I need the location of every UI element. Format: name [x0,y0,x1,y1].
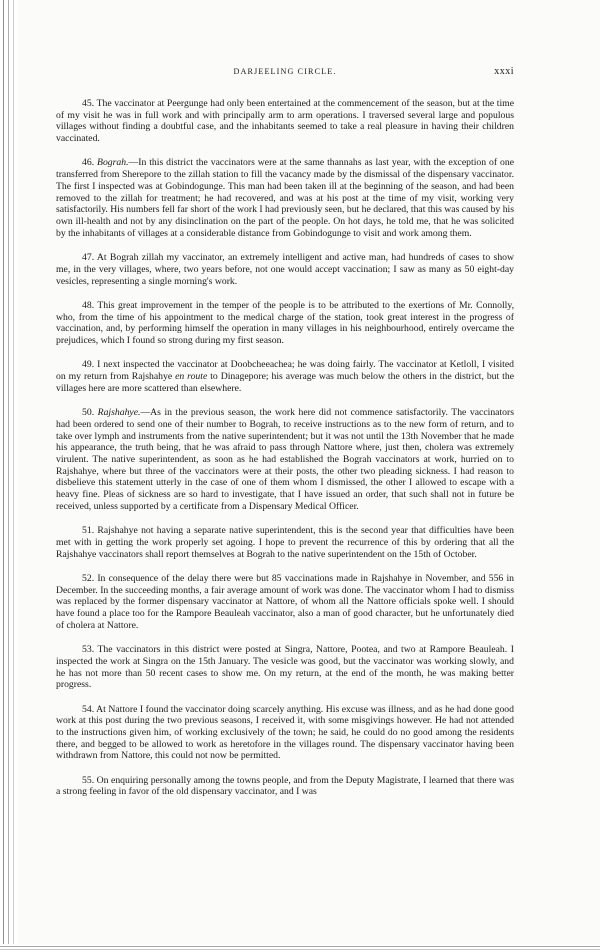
page-number: xxxi [494,66,514,77]
paragraph-54 [56,704,514,763]
paragraph-text: At Nattore I found the vaccinator doing scarcely anything. His excuse was illness, and as he had done good work at this post during the two previous seasons, I received it, with some misgivings however. He had not attended to the instructions given him, of working exclusively of the town; he said, he could do no good among the residents there, and begged to be allowed to work as heretofore in the villages round. The dispensary vaccinator having been withdrawn from Nattore, this could not now be permitted. [56,703,514,762]
paragraph-number: 54. [82,703,95,715]
page-binding-edge [0,0,18,952]
italic-phrase: en route [175,371,208,383]
paragraph-number: 48. [82,299,95,311]
paragraph-text: Rajshahye not having a separate native superintendent, this is the second year that difficulties have been met with in getting the work properly set agoing. I hope to prevent the recurrence of this by ordering that all the Rajshahye vaccinators shall report themselves at Bograh to the native superintendent on the 15th of October. [56,525,515,560]
paragraph-text: I next inspected the vaccinator at Doobcheeachea; he was doing fairly. The vaccinator at Ketloll, I visited on my return from Rajshahye [56,359,515,383]
paragraph-51 [56,525,514,560]
paragraph-number: 49. [82,359,95,371]
body-text [56,98,514,798]
paragraph-48 [56,300,514,347]
paragraph-55 [56,775,514,798]
paragraph-47 [56,252,514,287]
paragraph-52 [56,573,514,632]
section-heading-rajshahye: Rajshahye. [97,407,141,419]
paragraph-text: —As in the previous season, the work here did not commence satisfactorily. The vaccinators had been ordered to send one of their number to Bograh, to receive instructions as to the new form of return, and to take over lymph and instruments from the native superintendent; but it was not until the 13th November that he made his appearance, the truth being, that he was afraid to pass through Nattore where, just then, cholera was extremely virulent. The native superintendent, as soon as he had established the Bograh vaccinators at work, hurried on to Rajshahye, where but three of the vaccinators were at their posts, the other two pleading sickness. I had reason to disbelieve this statement utterly in the case of one of them whom I dismissed, the other I allowed to escape with a heavy fine. Pleas of sickness are so hard to investigate, that I have issued an order, that such shall not in future be received, unless supported by a certificate from a Dispensary Medical Officer. [56,407,515,512]
paragraph-50 [56,407,514,512]
paragraph-number: 50. [82,407,95,419]
paragraph-number: 46. [82,157,95,169]
paragraph-text: The vaccinator at Peergunge had only been entertained at the commencement of the season, but at the time of my visit he was in full work and with principally arm to arm operations. I traversed several large and populous villages without finding a doubtful case, and the inhabitants seemed to take a real pleasure in having their children vaccinated. [56,98,514,145]
paragraph-number: 53. [82,644,95,656]
paragraph-number: 51. [82,525,95,537]
paragraph-number: 47. [82,252,95,264]
paragraph-number: 55. [82,774,95,786]
paragraph-text: The vaccinators in this district were posted at Singra, Nattore, Pootea, and two at Rampore Beauleah. I inspected the work at Singra on the 15th January. The vesicle was good, but the vaccinator was working slowly, and he has not more than 50 recent cases to show me. On my return, at the end of the month, he was making better progress. [56,644,514,691]
paragraph-49 [56,359,514,394]
paragraph-45 [56,98,514,145]
page-header [56,67,514,83]
paragraph-text: On enquiring personally among the towns people, and from the Deputy Magistrate, I learned that there was a strong feeling in favor of the old dispensary vaccinator, and I was [56,774,514,798]
section-heading-bograh: Bograh. [97,157,129,169]
paragraph-53 [56,644,514,691]
paragraph-number: 45. [82,98,95,109]
paragraph-number: 52. [82,572,95,584]
paragraph-text: —In this district the vaccinators were at the same thannahs as last year, with the exception of one transferred from Sherepore to the zillah station to fill the vacancy made by the dismissal of the dispensary vaccinator. The first I inspected was at Gobindogunge. This man had been taken ill at the beginning of the season, and had been removed to the zillah for treatment; he had recovered, and was at his post at the time of my visit, working very satisfactorily. His numbers fell far short of the work I had previously seen, but he declared, that this was caused by his own ill-health and not by any disinclination on the part of the people. On hot days, he told me, that he was solicited by the inhabitants of villages at a considerable distance from Gobindogunge to visit and work among them. [56,157,514,239]
running-head: DARJEELING CIRCLE. [233,67,337,76]
paragraph-text: At Bograh zillah my vaccinator, an extremely intelligent and active man, had hundreds of cases to show me, in the very villages, where, two years before, not one would accept vaccination; I saw as many as 50 eight-day vesicles, representing a single morning's work. [56,252,514,287]
paragraph-text: In consequence of the delay there were but 85 vaccinations made in Rajshahye in November, and 556 in December. In the succeeding months, a fair average amount of work was done. The vaccinator whom I had to dismiss was replaced by the former dispensary vaccinator at Nattore, of whom all the Nattore officials spoke well. I should have found a place too for the Rampore Beauleah vaccinator, also a man of good character, but he unfortunately died of cholera at Nattore. [56,572,515,631]
paragraph-text-continued: to Dinagepore; his average was much below the others in the district, but the villages here are more scattered than elsewhere. [56,371,514,394]
paragraph-text: This great improvement in the temper of the people is to be attributed to the exertions of Mr. Connolly, who, from the time of his appointment to the medical charge of the station, took great interest in the progress of vaccination, and, by performing himself the operation in many villages in his neighbourhood, entirely overcame the prejudices, which I found so strong during my first season. [56,299,514,346]
paragraph-46 [56,157,514,239]
page-bottom-edge [0,944,600,952]
